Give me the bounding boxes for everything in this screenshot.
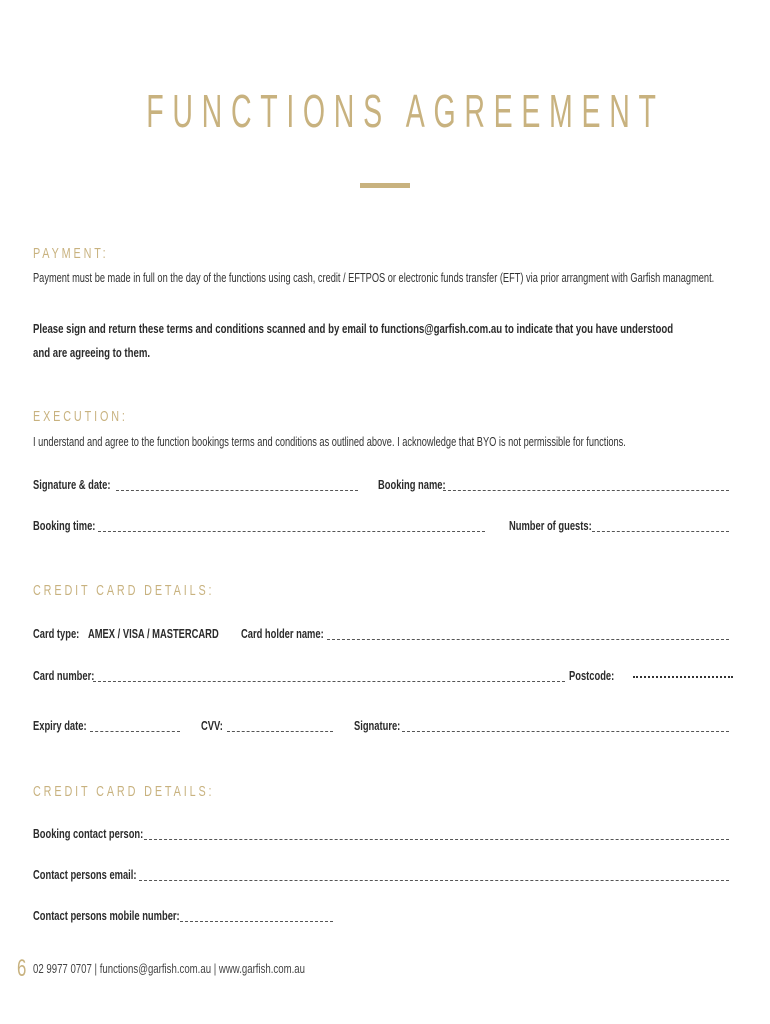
booking-name-field[interactable] xyxy=(443,490,729,491)
contact-heading: CREDIT CARD DETAILS: xyxy=(33,783,215,800)
execution-heading: EXECUTION: xyxy=(33,408,128,425)
card-type-label: Card type: xyxy=(33,626,80,641)
card-holder-label: Card holder name: xyxy=(241,626,324,641)
booking-contact-field[interactable] xyxy=(144,839,729,840)
signature-date-label: Signature & date: xyxy=(33,477,111,492)
postcode-field[interactable] xyxy=(633,676,733,678)
payment-text: Payment must be made in full on the day of the functions using cash, credit / EFTPOS or electronic funds transfer (EFT) via prior arrangment with Garfish managment. xyxy=(33,271,715,285)
page-number: 6 xyxy=(17,955,27,982)
payment-instruction-line2: and are agreeing to them. xyxy=(33,345,151,360)
title-divider xyxy=(360,183,410,188)
contact-email-field[interactable] xyxy=(139,880,729,881)
card-number-label: Card number: xyxy=(33,668,95,683)
signature-field[interactable] xyxy=(402,731,729,732)
signature-date-field[interactable] xyxy=(116,490,358,491)
postcode-label: Postcode: xyxy=(569,668,615,683)
contact-mobile-label: Contact persons mobile number: xyxy=(33,908,180,923)
booking-name-label: Booking name: xyxy=(378,477,446,492)
booking-contact-label: Booking contact person: xyxy=(33,826,144,841)
execution-text: I understand and agree to the function bookings terms and conditions as outlined above. I acknowledge that BYO is not permissible for functions. xyxy=(33,435,626,449)
cvv-label: CVV: xyxy=(201,718,223,733)
guests-label: Number of guests: xyxy=(509,518,592,533)
payment-instruction-line1: Please sign and return these terms and conditions scanned and by email to functions@garfish.com.au to indicate that you have understood xyxy=(33,321,674,336)
card-number-field[interactable] xyxy=(93,681,565,682)
booking-time-label: Booking time: xyxy=(33,518,96,533)
page-title: FUNCTIONS AGREEMENT xyxy=(146,85,665,137)
payment-heading: PAYMENT: xyxy=(33,245,109,262)
expiry-label: Expiry date: xyxy=(33,718,87,733)
card-type-options[interactable]: AMEX / VISA / MASTERCARD xyxy=(88,626,219,641)
contact-email-label: Contact persons email: xyxy=(33,867,137,882)
credit-card-heading: CREDIT CARD DETAILS: xyxy=(33,582,215,599)
booking-time-field[interactable] xyxy=(98,531,485,532)
card-holder-field[interactable] xyxy=(327,639,729,640)
guests-field[interactable] xyxy=(592,531,729,532)
contact-mobile-field[interactable] xyxy=(180,921,333,922)
signature-label: Signature: xyxy=(354,718,401,733)
expiry-field[interactable] xyxy=(90,731,180,732)
footer-contact-line: 02 9977 0707 | functions@garfish.com.au | www.garfish.com.au xyxy=(33,961,305,976)
cvv-field[interactable] xyxy=(227,731,333,732)
